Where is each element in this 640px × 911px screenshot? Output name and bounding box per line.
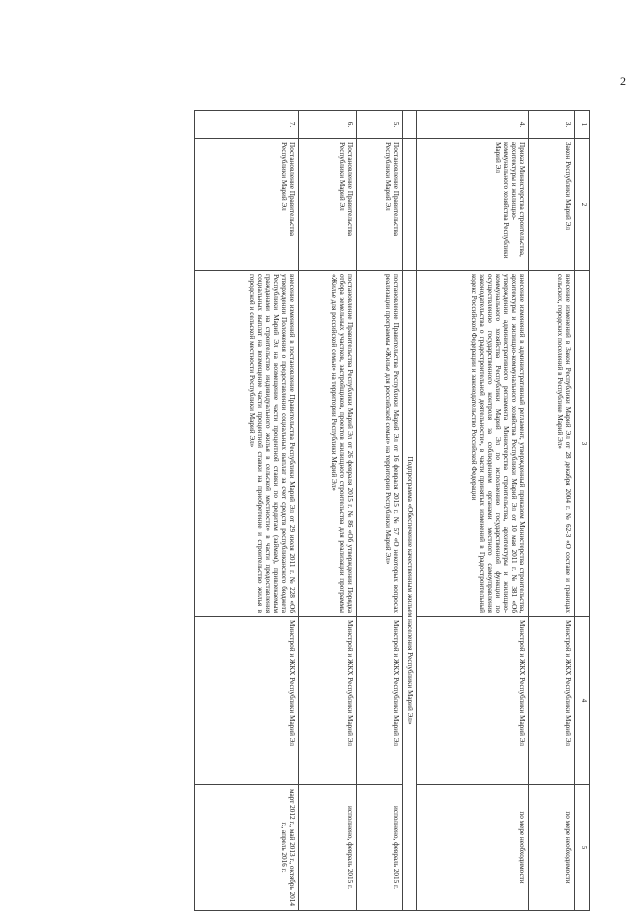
measure-content: внесение изменений в административный регламент, утвержденный приказом Министерства строительства, архитектуры и жилищно-коммунального хозяйства Республики Марий Эл от 10 мая 2011 г. № 381 «Об утверждении административного регламента Министерства строительства, архитектуры и жилищно-коммунального хозяйства Республики Марий Эл по исполнению государственной функции по осуществлению государственного контроля за соблюдением органами местного самоуправления законодательства о градостроительной деятельности», в части принятых изменений в Градостроительный кодекс Российской Федерации и законодательство Российской Федерации (417, 271, 529, 617)
responsible: Минстрой и ЖКХ Республики Марий Эл (357, 617, 403, 785)
subprogram-header-row (403, 111, 417, 911)
page-number: 2 (620, 74, 626, 88)
responsible: Минстрой и ЖКХ Республики Марий Эл (299, 617, 357, 785)
rotated-table-container (110, 110, 590, 910)
document-type: Приказ Министерства строительства, архитектуры и жилищно-коммунального хозяйства Республики Марий Эл (417, 139, 529, 271)
table-row (417, 111, 529, 911)
row-number: 7. (195, 111, 299, 139)
document-type: Закон Республики Марий Эл (529, 139, 575, 271)
header-cell: 2 (575, 139, 590, 271)
measure-content: постановление Правительства Республики Марий Эл от 26 февраля 2015 г. № 86 «Об утверждении Порядка отбора земельных участков, застройщиков, проектов жилищного строительства для реализации программы «Жилье для российской семьи» на территории Республики Марий Эл» (299, 271, 357, 617)
row-number: 5. (357, 111, 403, 139)
row-number: 6. (299, 111, 357, 139)
table-row (357, 111, 403, 911)
header-cell: 4 (575, 617, 590, 785)
deadline: март 2012 г., май 2013 г., октябрь 2014 г., апрель 2016 г. (195, 785, 299, 911)
subprogram-title: Подпрограмма «Обеспечение качественным жильем населения Республики Марий Эл» (403, 271, 417, 911)
table-row (529, 111, 575, 911)
table-row (299, 111, 357, 911)
deadline: исполнено, февраль 2015 г. (357, 785, 403, 911)
measures-table (194, 110, 590, 911)
measure-content: постановление Правительства Республики Марий Эл от 16 февраля 2015 г. № 57 «О некоторых вопросах реализации программы «Жилье для российской семьи» на территории Республики Марий Эл» (357, 271, 403, 617)
deadline: по мере необходимости (417, 785, 529, 911)
document-type: Постановление Правительства Республики Марий Эл (357, 139, 403, 271)
measure-content: внесение изменений в постановление Правительства Республики Марий Эл от 29 июля 2011 г. № 228 «Об утверждении Положения о предоставлении социальных выплат за счет средств республиканского бюджета Республики Марий Эл на возмещение части процентной ставки по кредитам (займам), привлекаемым гражданами на строительство индивидуального жилья в сельской местности» в части предоставления социальных выплат на возмещение части процентной ставки на приобретение и строительство жилья в городской и сельской местности Республики Марий Эл» (195, 271, 299, 617)
header-cell: 3 (575, 271, 590, 617)
header-cell: 1 (575, 111, 590, 139)
responsible: Минстрой и ЖКХ Республики Марий Эл (195, 617, 299, 785)
document-type: Постановление Правительства Республики Марий Эл (299, 139, 357, 271)
header-cell: 5 (575, 785, 590, 911)
table-row (195, 111, 299, 911)
responsible: Минстрой и ЖКХ Республики Марий Эл (417, 617, 529, 785)
document-type: Постановление Правительства Республики Марий Эл (195, 139, 299, 271)
table-header-row (575, 111, 590, 911)
deadline: по мере необходимости (529, 785, 575, 911)
deadline: исполнено, февраль 2015 г. (299, 785, 357, 911)
responsible: Минстрой и ЖКХ Республики Марий Эл (529, 617, 575, 785)
row-number: 3. (529, 111, 575, 139)
measure-content: внесение изменений в Закон Республики Марий Эл от 28 декабря 2004 г. № 62-З «О составе и границах сельских, городских поселений в Республике Марий Эл» (529, 271, 575, 617)
row-number: 4. (417, 111, 529, 139)
